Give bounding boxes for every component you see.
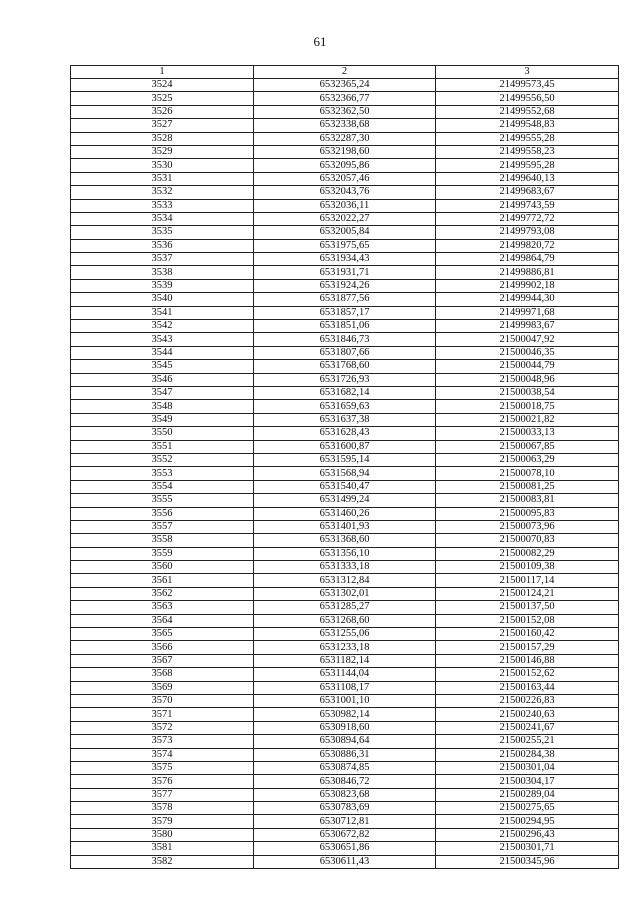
table-row (71, 788, 619, 801)
point-number-cell: 3535 (71, 226, 254, 239)
table-row (71, 775, 619, 788)
table-row (71, 614, 619, 627)
y-coordinate-cell: 21500160,42 (436, 628, 619, 641)
point-number-cell: 3543 (71, 333, 254, 346)
table-row (71, 172, 619, 185)
table-row (71, 453, 619, 466)
point-number-cell: 3562 (71, 587, 254, 600)
column-header-1: 1 (71, 66, 254, 79)
x-coordinate-cell: 6532036,11 (254, 199, 436, 212)
point-number-cell: 3527 (71, 119, 254, 132)
y-coordinate-cell: 21499793,08 (436, 226, 619, 239)
table-row (71, 561, 619, 574)
point-number-cell: 3558 (71, 534, 254, 547)
table-row (71, 735, 619, 748)
y-coordinate-cell: 21500018,75 (436, 400, 619, 413)
y-coordinate-cell: 21499902,18 (436, 279, 619, 292)
point-number-cell: 3541 (71, 306, 254, 319)
y-coordinate-cell: 21500152,62 (436, 668, 619, 681)
point-number-cell: 3525 (71, 92, 254, 105)
x-coordinate-cell: 6531975,65 (254, 239, 436, 252)
x-coordinate-cell: 6531255,06 (254, 628, 436, 641)
point-number-cell: 3530 (71, 159, 254, 172)
table-row (71, 507, 619, 520)
table-row (71, 266, 619, 279)
table-row (71, 320, 619, 333)
table-row (71, 587, 619, 600)
x-coordinate-cell: 6530894,64 (254, 735, 436, 748)
y-coordinate-cell: 21500021,82 (436, 413, 619, 426)
table-row (71, 346, 619, 359)
point-number-cell: 3568 (71, 668, 254, 681)
table-row (71, 761, 619, 774)
point-number-cell: 3578 (71, 802, 254, 815)
x-coordinate-cell: 6532095,86 (254, 159, 436, 172)
table-row (71, 547, 619, 560)
table-row (71, 79, 619, 92)
point-number-cell: 3573 (71, 735, 254, 748)
y-coordinate-cell: 21500301,71 (436, 842, 619, 855)
x-coordinate-cell: 6531285,27 (254, 601, 436, 614)
x-coordinate-cell: 6532022,27 (254, 212, 436, 225)
point-number-cell: 3544 (71, 346, 254, 359)
x-coordinate-cell: 6531144,04 (254, 668, 436, 681)
table-row (71, 253, 619, 266)
table-row (71, 641, 619, 654)
point-number-cell: 3569 (71, 681, 254, 694)
x-coordinate-cell: 6530783,69 (254, 802, 436, 815)
y-coordinate-cell: 21500067,85 (436, 440, 619, 453)
table-row (71, 601, 619, 614)
point-number-cell: 3564 (71, 614, 254, 627)
point-number-cell: 3576 (71, 775, 254, 788)
point-number-cell: 3552 (71, 453, 254, 466)
y-coordinate-cell: 21500289,04 (436, 788, 619, 801)
x-coordinate-cell: 6531595,14 (254, 453, 436, 466)
table-row (71, 333, 619, 346)
y-coordinate-cell: 21500296,43 (436, 828, 619, 841)
x-coordinate-cell: 6531768,60 (254, 360, 436, 373)
x-coordinate-cell: 6531600,87 (254, 440, 436, 453)
x-coordinate-cell: 6532287,30 (254, 132, 436, 145)
y-coordinate-cell: 21500082,29 (436, 547, 619, 560)
point-number-cell: 3574 (71, 748, 254, 761)
table-row (71, 467, 619, 480)
x-coordinate-cell: 6531312,84 (254, 574, 436, 587)
table-row (71, 748, 619, 761)
table-row (71, 480, 619, 493)
point-number-cell: 3567 (71, 654, 254, 667)
table-row (71, 574, 619, 587)
point-number-cell: 3566 (71, 641, 254, 654)
point-number-cell: 3572 (71, 721, 254, 734)
x-coordinate-cell: 6531682,14 (254, 386, 436, 399)
y-coordinate-cell: 21500241,67 (436, 721, 619, 734)
y-coordinate-cell: 21500275,65 (436, 802, 619, 815)
table-row (71, 119, 619, 132)
point-number-cell: 3528 (71, 132, 254, 145)
y-coordinate-cell: 21500038,54 (436, 386, 619, 399)
x-coordinate-cell: 6531268,60 (254, 614, 436, 627)
x-coordinate-cell: 6530672,82 (254, 828, 436, 841)
table-row (71, 708, 619, 721)
table-row (71, 694, 619, 707)
table-row (71, 159, 619, 172)
table-row (71, 802, 619, 815)
point-number-cell: 3547 (71, 386, 254, 399)
point-number-cell: 3526 (71, 105, 254, 118)
table-row (71, 440, 619, 453)
point-number-cell: 3554 (71, 480, 254, 493)
point-number-cell: 3575 (71, 761, 254, 774)
point-number-cell: 3565 (71, 628, 254, 641)
y-coordinate-cell: 21500240,63 (436, 708, 619, 721)
table-row (71, 386, 619, 399)
y-coordinate-cell: 21500047,92 (436, 333, 619, 346)
x-coordinate-cell: 6531846,73 (254, 333, 436, 346)
point-number-cell: 3553 (71, 467, 254, 480)
x-coordinate-cell: 6531001,10 (254, 694, 436, 707)
y-coordinate-cell: 21500083,81 (436, 494, 619, 507)
table-row (71, 239, 619, 252)
y-coordinate-cell: 21500044,79 (436, 360, 619, 373)
y-coordinate-cell: 21500301,04 (436, 761, 619, 774)
page-number: 61 (313, 34, 327, 49)
table-row (71, 815, 619, 828)
y-coordinate-cell: 21499595,28 (436, 159, 619, 172)
point-number-cell: 3579 (71, 815, 254, 828)
table-row (71, 132, 619, 145)
y-coordinate-cell: 21499573,45 (436, 79, 619, 92)
y-coordinate-cell: 21499743,59 (436, 199, 619, 212)
table-row (71, 400, 619, 413)
point-number-cell: 3539 (71, 279, 254, 292)
column-header-2: 2 (254, 66, 436, 79)
point-number-cell: 3581 (71, 842, 254, 855)
point-number-cell: 3533 (71, 199, 254, 212)
table-row (71, 494, 619, 507)
point-number-cell: 3549 (71, 413, 254, 426)
table-row (71, 212, 619, 225)
table-row (71, 413, 619, 426)
y-coordinate-cell: 21500033,13 (436, 427, 619, 440)
point-number-cell: 3560 (71, 561, 254, 574)
point-number-cell: 3557 (71, 520, 254, 533)
table-row (71, 520, 619, 533)
y-coordinate-cell: 21500304,17 (436, 775, 619, 788)
y-coordinate-cell: 21500109,38 (436, 561, 619, 574)
point-number-cell: 3524 (71, 79, 254, 92)
y-coordinate-cell: 21500146,88 (436, 654, 619, 667)
x-coordinate-cell: 6531368,60 (254, 534, 436, 547)
column-header-3: 3 (436, 66, 619, 79)
x-coordinate-cell: 6532362,50 (254, 105, 436, 118)
x-coordinate-cell: 6531333,18 (254, 561, 436, 574)
x-coordinate-cell: 6531851,06 (254, 320, 436, 333)
x-coordinate-cell: 6532005,84 (254, 226, 436, 239)
point-number-cell: 3536 (71, 239, 254, 252)
table-row (71, 92, 619, 105)
y-coordinate-cell: 21500157,29 (436, 641, 619, 654)
table-row (71, 534, 619, 547)
y-coordinate-cell: 21500046,35 (436, 346, 619, 359)
point-number-cell: 3561 (71, 574, 254, 587)
y-coordinate-cell: 21500284,38 (436, 748, 619, 761)
table-row (71, 427, 619, 440)
y-coordinate-cell: 21500048,96 (436, 373, 619, 386)
y-coordinate-cell: 21499548,83 (436, 119, 619, 132)
x-coordinate-cell: 6532057,46 (254, 172, 436, 185)
x-coordinate-cell: 6531628,43 (254, 427, 436, 440)
x-coordinate-cell: 6531877,56 (254, 293, 436, 306)
y-coordinate-cell: 21499556,50 (436, 92, 619, 105)
y-coordinate-cell: 21499983,67 (436, 320, 619, 333)
table-row (71, 293, 619, 306)
x-coordinate-cell: 6531460,26 (254, 507, 436, 520)
table-row (71, 668, 619, 681)
x-coordinate-cell: 6531233,18 (254, 641, 436, 654)
point-number-cell: 3570 (71, 694, 254, 707)
x-coordinate-cell: 6531931,71 (254, 266, 436, 279)
x-coordinate-cell: 6530846,72 (254, 775, 436, 788)
y-coordinate-cell: 21500137,50 (436, 601, 619, 614)
y-coordinate-cell: 21499683,67 (436, 186, 619, 199)
point-number-cell: 3548 (71, 400, 254, 413)
x-coordinate-cell: 6530823,68 (254, 788, 436, 801)
y-coordinate-cell: 21500117,14 (436, 574, 619, 587)
point-number-cell: 3531 (71, 172, 254, 185)
table-row (71, 654, 619, 667)
point-number-cell: 3571 (71, 708, 254, 721)
x-coordinate-cell: 6530712,81 (254, 815, 436, 828)
x-coordinate-cell: 6531637,38 (254, 413, 436, 426)
point-number-cell: 3529 (71, 145, 254, 158)
x-coordinate-cell: 6532365,24 (254, 79, 436, 92)
table-row (71, 145, 619, 158)
x-coordinate-cell: 6531924,26 (254, 279, 436, 292)
y-coordinate-cell: 21500152,08 (436, 614, 619, 627)
y-coordinate-cell: 21500063,29 (436, 453, 619, 466)
point-number-cell: 3534 (71, 212, 254, 225)
y-coordinate-cell: 21499944,30 (436, 293, 619, 306)
table-header-row (71, 66, 619, 79)
table-row (71, 828, 619, 841)
point-number-cell: 3550 (71, 427, 254, 440)
x-coordinate-cell: 6531356,10 (254, 547, 436, 560)
y-coordinate-cell: 21499555,28 (436, 132, 619, 145)
y-coordinate-cell: 21499558,23 (436, 145, 619, 158)
x-coordinate-cell: 6531182,14 (254, 654, 436, 667)
point-number-cell: 3542 (71, 320, 254, 333)
y-coordinate-cell: 21500095,83 (436, 507, 619, 520)
point-number-cell: 3556 (71, 507, 254, 520)
table-row (71, 681, 619, 694)
point-number-cell: 3546 (71, 373, 254, 386)
point-number-cell: 3555 (71, 494, 254, 507)
table-row (71, 105, 619, 118)
x-coordinate-cell: 6532338,68 (254, 119, 436, 132)
y-coordinate-cell: 21499971,68 (436, 306, 619, 319)
table-row (71, 628, 619, 641)
y-coordinate-cell: 21499886,81 (436, 266, 619, 279)
table-row (71, 721, 619, 734)
y-coordinate-cell: 21500294,95 (436, 815, 619, 828)
y-coordinate-cell: 21500124,21 (436, 587, 619, 600)
y-coordinate-cell: 21499772,72 (436, 212, 619, 225)
y-coordinate-cell: 21500081,25 (436, 480, 619, 493)
y-coordinate-cell: 21500163,44 (436, 681, 619, 694)
y-coordinate-cell: 21499820,72 (436, 239, 619, 252)
table-row (71, 306, 619, 319)
x-coordinate-cell: 6530874,85 (254, 761, 436, 774)
table-row (71, 226, 619, 239)
y-coordinate-cell: 21500073,96 (436, 520, 619, 533)
x-coordinate-cell: 6531302,01 (254, 587, 436, 600)
point-number-cell: 3538 (71, 266, 254, 279)
x-coordinate-cell: 6532043,76 (254, 186, 436, 199)
y-coordinate-cell: 21500255,21 (436, 735, 619, 748)
table-row (71, 279, 619, 292)
x-coordinate-cell: 6532198,60 (254, 145, 436, 158)
point-number-cell: 3540 (71, 293, 254, 306)
x-coordinate-cell: 6531726,93 (254, 373, 436, 386)
y-coordinate-cell: 21499552,68 (436, 105, 619, 118)
point-number-cell: 3559 (71, 547, 254, 560)
x-coordinate-cell: 6532366,77 (254, 92, 436, 105)
point-number-cell: 3563 (71, 601, 254, 614)
point-number-cell: 3577 (71, 788, 254, 801)
point-number-cell: 3551 (71, 440, 254, 453)
point-number-cell: 3582 (71, 855, 254, 868)
table-row (71, 842, 619, 855)
y-coordinate-cell: 21500345,96 (436, 855, 619, 868)
point-number-cell: 3580 (71, 828, 254, 841)
table-row (71, 855, 619, 868)
x-coordinate-cell: 6530886,31 (254, 748, 436, 761)
table-row (71, 360, 619, 373)
x-coordinate-cell: 6531659,63 (254, 400, 436, 413)
x-coordinate-cell: 6530611,43 (254, 855, 436, 868)
x-coordinate-cell: 6530982,14 (254, 708, 436, 721)
table-row (71, 373, 619, 386)
table-row (71, 199, 619, 212)
x-coordinate-cell: 6531401,93 (254, 520, 436, 533)
y-coordinate-cell: 21500226,83 (436, 694, 619, 707)
x-coordinate-cell: 6531857,17 (254, 306, 436, 319)
table-row (71, 186, 619, 199)
x-coordinate-cell: 6531807,66 (254, 346, 436, 359)
x-coordinate-cell: 6531540,47 (254, 480, 436, 493)
y-coordinate-cell: 21500070,83 (436, 534, 619, 547)
coordinates-table (70, 65, 619, 869)
x-coordinate-cell: 6530918,60 (254, 721, 436, 734)
x-coordinate-cell: 6531568,94 (254, 467, 436, 480)
point-number-cell: 3545 (71, 360, 254, 373)
y-coordinate-cell: 21500078,10 (436, 467, 619, 480)
point-number-cell: 3532 (71, 186, 254, 199)
x-coordinate-cell: 6531108,17 (254, 681, 436, 694)
x-coordinate-cell: 6530651,86 (254, 842, 436, 855)
point-number-cell: 3537 (71, 253, 254, 266)
y-coordinate-cell: 21499864,79 (436, 253, 619, 266)
x-coordinate-cell: 6531934,43 (254, 253, 436, 266)
x-coordinate-cell: 6531499,24 (254, 494, 436, 507)
y-coordinate-cell: 21499640,13 (436, 172, 619, 185)
